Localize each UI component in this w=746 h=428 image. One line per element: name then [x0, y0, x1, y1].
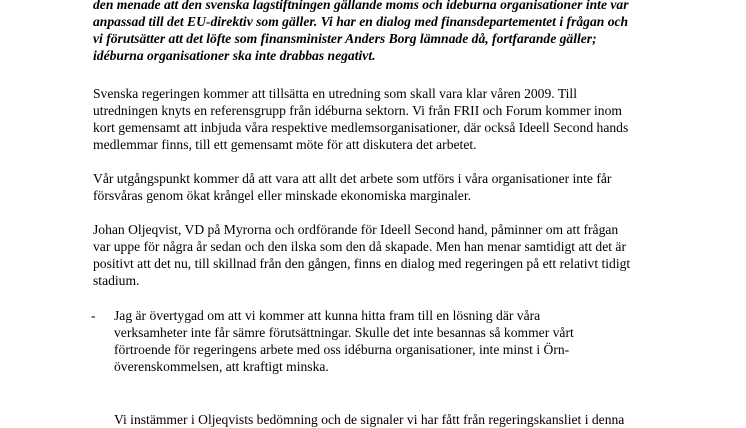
paragraph-line: var uppe för några år sedan och den ilska som den då skapade. Men han menar samtidigt att det är	[93, 239, 626, 254]
paragraph-line: Svenska regeringen kommer att tillsätta en utredning som skall vara klar våren 2009. Till	[93, 86, 577, 101]
quote-line: Jag är övertygad om att vi kommer att kunna hitta fram till en lösning där våra	[114, 308, 541, 323]
paragraph-line: utredningen knyts en referensgrupp från idéburna sektorn. Vi från FRII och Forum kommer inom	[93, 103, 622, 118]
intro-line: vi förutsätter att det löfte som finansminister Anders Borg lämnade då, fortfarande gäller;	[93, 31, 597, 46]
quote-line: verksamheter inte får sämre förutsättningar. Skulle det inte besannas så kommer vårt	[114, 325, 574, 340]
paragraph-line: kort gemensamt att inbjuda våra respektive medlemsorganisationer, där också Ideell Second hands	[93, 120, 629, 135]
paragraph-line: försvåras genom ökat krångel eller minskade ekonomiska marginaler.	[93, 188, 471, 203]
dash-bullet: -	[91, 308, 96, 323]
paragraph-line: positivt att det nu, till skillnad från den gången, finns en dialog med regeringen på ett relativt tidigt	[93, 256, 631, 271]
paragraph-line: Vår utgångspunkt kommer då att vara att allt det arbete som utförs i våra organisationer inte får	[93, 171, 612, 186]
intro-line: idéburna organisationer ska inte drabbas negativt.	[93, 48, 376, 63]
intro-line: anpassad till det EU-direktiv som gäller. Vi har en dialog med finansdepartementet i frågan och	[93, 14, 629, 29]
quote-line: förtroende för regeringens arbete med oss idéburna organisationer, inte minst i Örn-	[114, 342, 570, 357]
quote-line: överenskommelsen, att kraftigt minska.	[114, 359, 329, 374]
intro-line: den menade att den svenska lagstiftningen gällande moms och ideburna organisationer inte var	[93, 0, 629, 12]
paragraph-line: medlemmar finns, till ett gemensamt möte för att diskutera det arbetet.	[93, 137, 477, 152]
paragraph-line: Johan Oljeqvist, VD på Myrorna och ordförande för Ideell Second hand, påminner om att frågan	[93, 222, 619, 237]
paragraph-line: stadium.	[93, 273, 140, 288]
paragraph-line: Vi instämmer i Oljeqvists bedömning och de signaler vi har fått från regeringskansliet i denna	[114, 412, 625, 427]
